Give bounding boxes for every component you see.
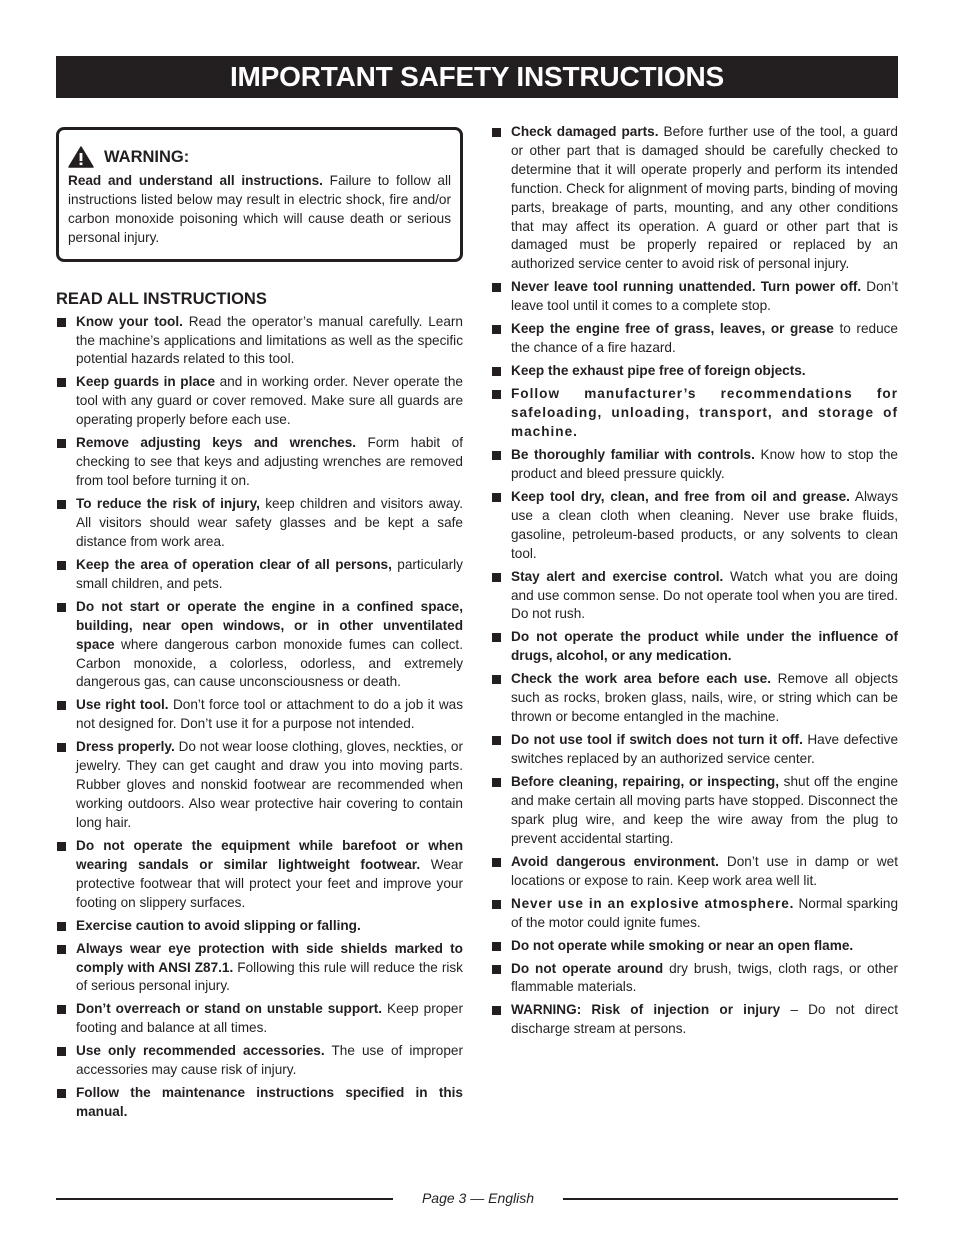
bullet-square-icon	[492, 1006, 501, 1015]
item-text: – Do not direct discharge stream at persons.	[511, 1002, 898, 1037]
item-text: Don’t use in damp or wet locations or expose to rain. Keep work area well lit.	[511, 853, 898, 888]
list-item	[56, 1042, 463, 1080]
item-bold-text: Do not operate around	[511, 960, 664, 976]
item-text: Following this rule will reduce the risk of serious personal injury.	[76, 959, 463, 994]
item-bold-text: Do not operate the equipment while barefoot or when wearing sandals or similar lightweight footwear.	[76, 837, 463, 872]
bullet-square-icon	[57, 842, 66, 851]
item-bold-text: Know your tool.	[76, 313, 183, 329]
item-bold-text: To reduce the risk of injury,	[76, 496, 260, 512]
bullet-square-icon	[492, 675, 501, 684]
bullet-square-icon	[492, 900, 501, 909]
bullet-square-icon	[57, 318, 66, 327]
list-item	[491, 488, 898, 564]
bullet-square-icon	[57, 561, 66, 570]
item-bold-text: Keep tool dry, clean, and free from oil and grease.	[511, 488, 850, 504]
item-bold-text: Before cleaning, repairing, or inspecting,	[511, 774, 779, 790]
bullet-square-icon	[57, 743, 66, 752]
list-item	[56, 495, 463, 552]
bullet-square-icon	[492, 367, 501, 376]
item-text: Always use a clean cloth when cleaning. Never use brake fluids, gasoline, petroleum-based products, or any solvents to clean tool.	[511, 488, 898, 561]
bullet-square-icon	[492, 965, 501, 974]
list-item	[491, 670, 898, 727]
bullet-square-icon	[57, 945, 66, 954]
item-bold-text: Stay alert and exercise control.	[511, 568, 724, 584]
list-item	[56, 1084, 463, 1122]
footer-rule-left	[56, 1198, 393, 1200]
bullet-square-icon	[57, 1047, 66, 1056]
bullet-square-icon	[57, 439, 66, 448]
list-item	[491, 853, 898, 891]
right-instruction-list	[491, 123, 898, 1039]
page-footer	[56, 1188, 898, 1208]
item-bold-text: Keep guards in place	[76, 374, 216, 390]
item-text: and in working order. Never operate the tool with any guard or cover removed. Make sure all guards are operating properly before each use.	[76, 374, 463, 428]
list-item	[491, 362, 898, 381]
list-item	[491, 278, 898, 316]
item-bold-text: Keep the exhaust pipe free of foreign objects.	[511, 363, 806, 379]
bullet-square-icon	[57, 701, 66, 710]
list-item	[56, 696, 463, 734]
item-bold-text: Check damaged parts.	[511, 124, 659, 139]
item-text: dry brush, twigs, cloth rags, or other flammable materials.	[511, 960, 898, 995]
bullet-square-icon	[57, 922, 66, 931]
bullet-square-icon	[57, 378, 66, 387]
list-item	[491, 446, 898, 484]
item-bold-text: Follow the maintenance instructions specified in this manual.	[76, 1085, 463, 1120]
bullet-square-icon	[492, 633, 501, 642]
list-item	[56, 837, 463, 913]
item-text: particularly small children, and pets.	[76, 556, 463, 591]
list-item	[56, 434, 463, 491]
list-item	[491, 320, 898, 358]
list-item	[491, 123, 898, 274]
list-item	[491, 895, 898, 933]
item-bold-text: Don’t overreach or stand on unstable support.	[76, 1001, 383, 1017]
warning-bold-text: Read and understand all instructions.	[68, 173, 323, 188]
item-text: Read the operator’s manual carefully. Learn the machine’s applications and limitations as well as the specific potential hazards related to this tool.	[76, 313, 463, 367]
item-text: Watch what you are doing and use common sense. Do not operate tool when you are tired. Do not rush.	[511, 568, 898, 622]
bullet-square-icon	[492, 736, 501, 745]
item-bold-text: Keep the area of operation clear of all persons,	[76, 556, 392, 572]
item-bold-text: Keep the engine free of grass, leaves, or grease	[511, 321, 834, 337]
item-bold-text: Exercise caution to avoid slipping or falling.	[76, 917, 361, 933]
bullet-square-icon	[492, 325, 501, 334]
list-item	[491, 568, 898, 625]
right-column	[491, 123, 898, 1043]
list-item	[56, 940, 463, 997]
item-text: shut off the engine and make certain all moving parts have stopped. Disconnect the spark plug wire, and keep the wire away from the plug to prevent accidental starting.	[511, 774, 899, 846]
warning-triangle-icon	[68, 146, 94, 168]
item-text: Before further use of the tool, a guard or other part that is damaged should be carefully checked to determine that it will operate properly and perform its intended function. Check for alignment of moving parts, binding of moving parts, breakage of parts, mounting, and any other conditions that may affect its operation. A guard or other part that is damaged must be properly repaired or replaced by an authorized service center to avoid risk of personal injury.	[511, 124, 898, 272]
item-bold-text: WARNING: Risk of injection or injury	[511, 1002, 781, 1018]
item-bold-text: Do not start or operate the engine in a confined space, building, near open windows, or in other unventilated space	[76, 598, 463, 652]
warning-box	[56, 127, 463, 262]
item-bold-text: Never use in an explosive atmosphere.	[511, 895, 795, 911]
list-item	[56, 313, 463, 370]
item-text: Form habit of checking to see that keys and adjusting wrenches are removed from tool before turning it on.	[76, 435, 464, 489]
section-title: READ ALL INSTRUCTIONS	[56, 289, 267, 308]
list-item	[56, 917, 463, 936]
item-text: Do not wear loose clothing, gloves, neckties, or jewelry. They can get caught and draw you into moving parts. Rubber gloves and nonskid footwear are recommended when working outdoors. Also wear protective hair covering to contain long hair.	[76, 739, 463, 830]
item-bold-text: Do not operate the product while under the influence of drugs, alcohol, or any medication.	[511, 629, 898, 664]
item-text: Normal sparking of the motor could ignite fumes.	[511, 895, 899, 930]
item-text: The use of improper accessories may cause risk of injury.	[76, 1043, 463, 1078]
item-bold-text: Check the work area before each use.	[511, 671, 772, 687]
warning-text	[68, 172, 451, 248]
item-bold-text: Use right tool.	[76, 697, 169, 713]
item-text: Have defective switches replaced by an authorized service center.	[511, 732, 899, 767]
item-text: Don’t leave tool until it comes to a complete stop.	[511, 279, 899, 314]
item-bold-text: Use only recommended accessories.	[76, 1043, 325, 1059]
list-item	[56, 738, 463, 833]
list-item	[491, 385, 898, 442]
item-bold-text: Do not operate while smoking or near an open flame.	[511, 937, 854, 953]
page-title: IMPORTANT SAFETY INSTRUCTIONS	[56, 56, 898, 98]
warning-label: WARNING:	[104, 148, 190, 166]
list-item	[491, 960, 898, 998]
bullet-square-icon	[57, 500, 66, 509]
bullet-square-icon	[57, 1089, 66, 1098]
item-text: Keep proper footing and balance at all times.	[76, 1001, 463, 1036]
bullet-square-icon	[492, 858, 501, 867]
item-bold-text: Be thoroughly familiar with controls.	[511, 446, 755, 462]
page-number-label: Page 3 — English	[421, 1190, 535, 1206]
item-text: to reduce the chance of a fire hazard.	[511, 321, 898, 356]
bullet-square-icon	[492, 128, 501, 137]
item-text: where dangerous carbon monoxide fumes can collect. Carbon monoxide, a colorless, odorless, and extremely dangerous gas, can cause unconsciousness or death.	[76, 636, 463, 690]
item-bold-text: Never leave tool running unattended. Turn power off.	[511, 279, 862, 295]
item-text: Remove all objects such as rocks, broken glass, nails, wire, or string which can be thrown or become entangled in the machine.	[511, 671, 899, 725]
bullet-square-icon	[492, 283, 501, 292]
item-bold-text: Always wear eye protection with side shields marked to comply with ANSI Z87.1.	[76, 940, 463, 975]
list-item	[491, 731, 898, 769]
warning-heading	[68, 146, 451, 168]
bullet-square-icon	[492, 493, 501, 502]
item-text: Know how to stop the product and bleed pressure quickly.	[511, 446, 898, 481]
left-instruction-list	[56, 313, 463, 1122]
item-bold-text: Avoid dangerous environment.	[511, 853, 719, 869]
bullet-square-icon	[492, 778, 501, 787]
footer-rule-right	[563, 1198, 898, 1200]
item-bold-text: Dress properly.	[76, 739, 175, 755]
left-column	[56, 127, 463, 1126]
item-bold-text: Follow manufacturer’s recommendations for safeloading, unloading, transport, and storage of machine.	[511, 386, 898, 439]
list-item	[491, 1001, 898, 1039]
bullet-square-icon	[57, 1005, 66, 1014]
warning-body-text: Failure to follow all instructions listed below may result in electric shock, fire and/or carbon monoxide poisoning which will cause death or serious personal injury.	[68, 173, 451, 245]
list-item	[56, 1000, 463, 1038]
bullet-square-icon	[492, 942, 501, 951]
item-bold-text: Remove adjusting keys and wrenches.	[76, 435, 357, 451]
item-text: Wear protective footwear that will protect your feet and improve your footing on slippery surfaces.	[76, 856, 463, 910]
list-item	[491, 628, 898, 666]
list-item	[56, 373, 463, 430]
list-item	[56, 556, 463, 594]
item-bold-text: Do not use tool if switch does not turn it off.	[511, 732, 803, 748]
bullet-square-icon	[492, 390, 501, 399]
list-item	[491, 773, 898, 849]
bullet-square-icon	[492, 573, 501, 582]
item-text: Don’t force tool or attachment to do a job it was not designed for. Don’t use it for a purpose not intended.	[76, 697, 463, 732]
item-text: keep children and visitors away. All visitors should wear safety glasses and be kept a safe distance from work area.	[76, 496, 463, 549]
list-item	[491, 937, 898, 956]
list-item	[56, 598, 463, 693]
bullet-square-icon	[57, 603, 66, 612]
bullet-square-icon	[492, 451, 501, 460]
